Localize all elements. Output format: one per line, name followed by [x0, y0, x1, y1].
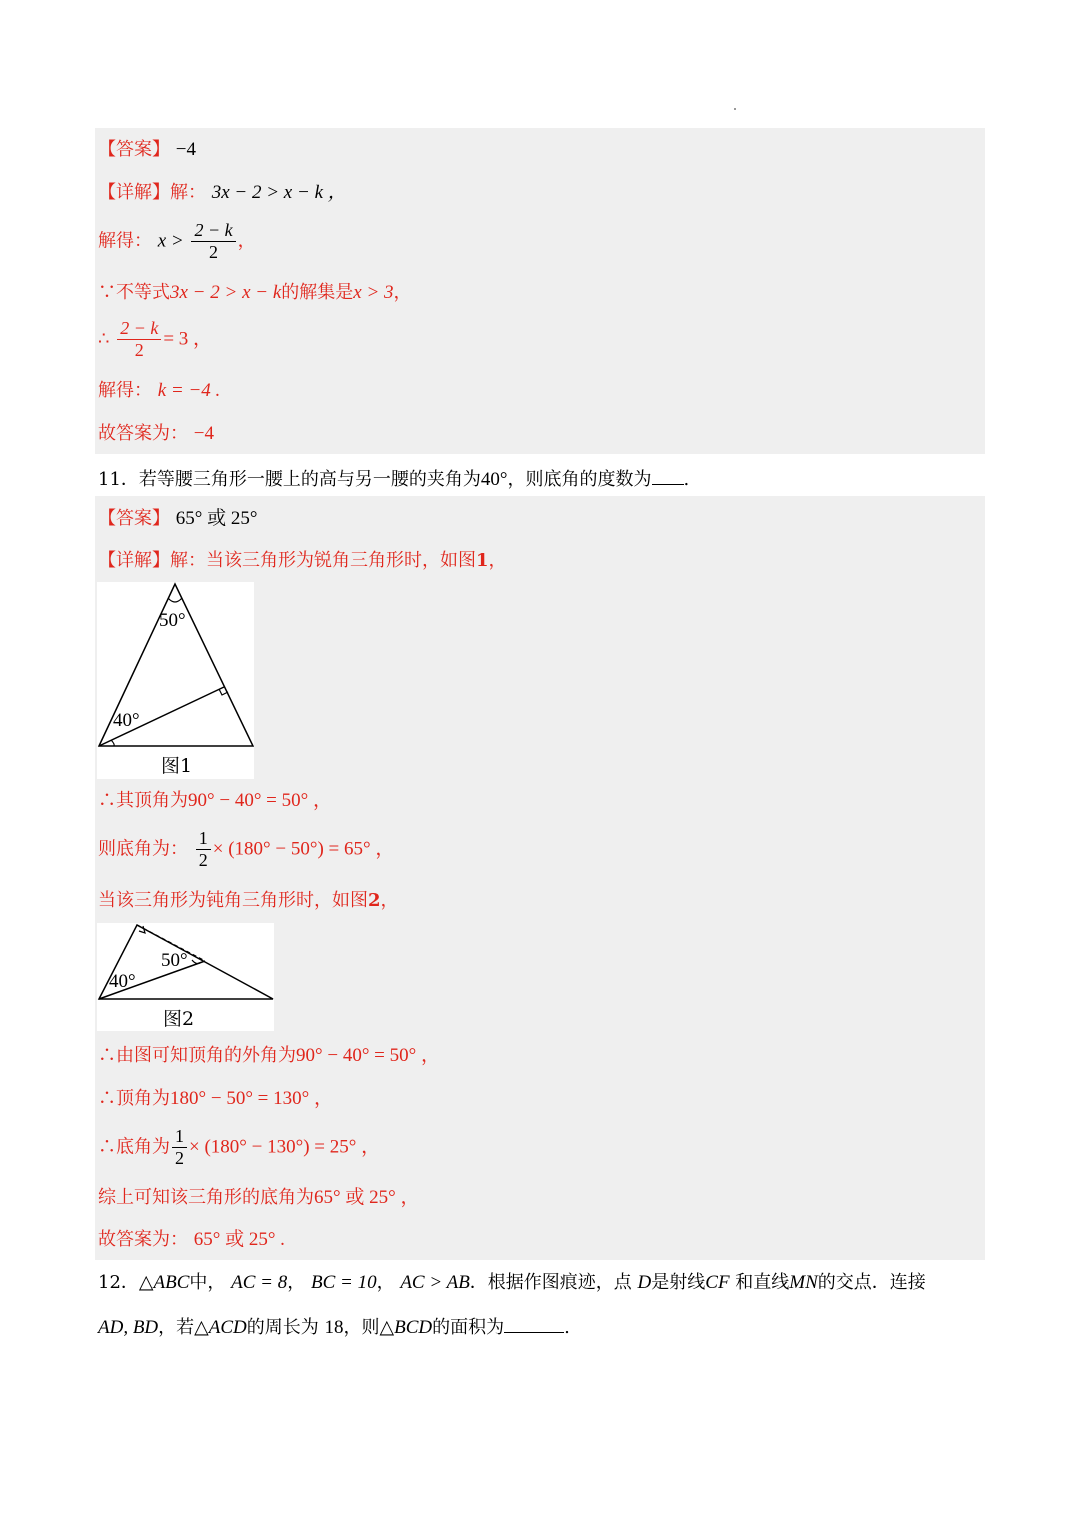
text: 的面积为: [432, 1317, 505, 1338]
q11-line-5: [98, 1088, 333, 1110]
q10-because-line: [98, 282, 412, 304]
triangle-acd: △ACD: [194, 1317, 247, 1338]
question-end: .: [683, 469, 690, 490]
obtuse-triangle-diagram: [97, 923, 274, 1031]
line-math: 90° − 40° = 50° ，: [296, 1045, 440, 1066]
base-angle-label: 40°: [113, 710, 140, 731]
comma: ，: [488, 550, 507, 571]
q11-line-1: [98, 790, 332, 812]
q11-answer-line: [98, 508, 257, 530]
q11-detail-line: [98, 550, 507, 572]
q10-answer-line: [98, 139, 196, 161]
fraction-denominator: 2: [198, 850, 208, 870]
fraction-numerator: 1: [172, 1126, 187, 1148]
text: 的交点．连接: [817, 1272, 926, 1293]
q11-line-4: [98, 1045, 440, 1067]
segments-ad-bd: AD, BD: [98, 1317, 159, 1338]
question-end: .: [564, 1317, 570, 1338]
exterior-angle-arc: [192, 960, 200, 964]
base-angle-label: 40°: [109, 971, 136, 992]
detail-tag: 【详解】: [98, 550, 170, 571]
q10-therefore-line: [98, 318, 212, 361]
text: ．根据作图痕迹，点: [469, 1272, 632, 1293]
line-text: 则底角为：: [98, 838, 188, 860]
text: 中，: [189, 1272, 226, 1293]
bc-value: BC = 10: [310, 1272, 377, 1293]
question-text-2: ，则底角的度数为: [507, 469, 652, 490]
figure-caption: 图2: [163, 1008, 195, 1030]
k-value: k = −4 .: [157, 380, 221, 401]
fraction-denominator: 2: [209, 242, 219, 262]
fraction: [172, 1126, 187, 1169]
q12-stem-line-1: [98, 1272, 926, 1294]
q10-final-line: [98, 423, 214, 445]
triangle-bcd: △BCD: [379, 1317, 433, 1338]
therefore-symbol: ∴: [98, 328, 110, 350]
separator: ，: [287, 1272, 306, 1293]
text: ，若: [158, 1317, 195, 1338]
answer-tag: 【答案】: [98, 508, 170, 529]
q12-stem-line-2: [98, 1314, 570, 1339]
fraction: [191, 220, 235, 263]
line-text: ∴底角为: [98, 1136, 170, 1158]
detail-fig-number: 1: [476, 550, 489, 571]
answer-blank: [504, 1314, 564, 1333]
because-inequality: 3x − 2 > x − k: [170, 282, 282, 303]
answer-tag: 【答案】: [98, 139, 170, 160]
q11-line-3: [98, 890, 399, 912]
question-number: 12．: [98, 1272, 139, 1293]
line-math: × (180° − 130°) = 25° ，: [189, 1136, 381, 1158]
text: 的周长为: [246, 1317, 319, 1338]
page-dot: [734, 108, 736, 110]
fraction-numerator: 2 − k: [117, 318, 161, 340]
fraction: [117, 318, 161, 361]
because-solution: x > 3: [353, 282, 394, 303]
q11-stem: [98, 466, 689, 491]
question-angle: 40°: [480, 469, 508, 490]
detail-intro: 解：: [170, 182, 206, 203]
q11-line-6: [98, 1126, 380, 1169]
line-text: ∴顶角为: [98, 1088, 170, 1109]
separator: ，: [376, 1272, 395, 1293]
ray-cf: CF: [705, 1272, 730, 1293]
apex-angle-arc: [168, 598, 182, 602]
exterior-angle-label: 50°: [161, 950, 188, 971]
text: 是射线: [651, 1272, 706, 1293]
triangle-abc: △ABC: [138, 1272, 190, 1293]
q10-k-line: [98, 380, 220, 402]
answer-value: −4: [175, 139, 196, 160]
question-number: 11．: [98, 469, 139, 490]
q11-line-7: [98, 1187, 419, 1209]
line-math: × (180° − 50°) = 65° ，: [212, 838, 395, 860]
line-math: 65° 或 25° ，: [314, 1187, 420, 1208]
comma: ，: [237, 230, 256, 252]
point-d: D: [637, 1272, 652, 1293]
comma: ，: [380, 890, 399, 911]
perimeter-value: 18: [324, 1317, 344, 1338]
acute-triangle-diagram: [97, 582, 254, 779]
comma: ，: [393, 282, 412, 303]
fraction-denominator: 2: [134, 340, 144, 360]
final-label: 故答案为：: [98, 423, 188, 444]
fraction-denominator: 2: [175, 1148, 184, 1168]
fraction-numerator: 2 − k: [191, 220, 235, 242]
line-mn: MN: [789, 1272, 818, 1293]
q11-line-2: [98, 828, 394, 871]
line-math: 90° − 40° = 50° ，: [188, 790, 332, 811]
answer-value: 65° 或 25°: [175, 508, 258, 529]
line-text: 综上可知该三角形的底角为: [98, 1187, 314, 1208]
question-text: 若等腰三角形一腰上的高与另一腰的夹角为: [138, 469, 481, 490]
because-mid: 的解集是: [281, 282, 354, 303]
q10-solve-line: [98, 220, 256, 263]
q11-line-8: [98, 1229, 285, 1251]
final-value: −4: [193, 423, 214, 444]
line-text: ∴其顶角为: [98, 790, 188, 811]
q10-detail-line: [98, 182, 347, 204]
detail-tag: 【详解】: [98, 182, 170, 203]
figure-2: [97, 923, 274, 1031]
figure-1: [97, 582, 254, 779]
figure-caption: 图1: [161, 755, 193, 777]
inequality: AC > AB: [400, 1272, 470, 1293]
solve-label: 解得：: [98, 380, 152, 401]
solve-label: 解得：: [98, 230, 152, 252]
text: ，则: [343, 1317, 380, 1338]
line-math: 65° 或 25° .: [193, 1229, 285, 1250]
inequality: 3x − 2 > x − k ，: [211, 182, 347, 203]
answer-blank: [652, 466, 684, 485]
text: 和直线: [735, 1272, 790, 1293]
line-text: ∴由图可知顶角的外角为: [98, 1045, 296, 1066]
ac-value: AC = 8: [231, 1272, 288, 1293]
fig-number: 2: [368, 890, 381, 911]
detail-text: 解：当该三角形为锐角三角形时，如图: [170, 550, 476, 571]
x-greater: x >: [157, 230, 184, 252]
fraction: [196, 828, 211, 871]
line-math: 180° − 50° = 130° ，: [170, 1088, 333, 1109]
base-angle-arc: [111, 740, 114, 746]
line-text: 故答案为：: [98, 1229, 188, 1250]
because-text: ∵不等式: [98, 282, 170, 303]
equals-three: = 3 ，: [163, 328, 213, 350]
fraction-numerator: 1: [196, 828, 211, 850]
line-text: 当该三角形为钝角三角形时，如图: [98, 890, 368, 911]
apex-angle-label: 50°: [159, 610, 186, 631]
